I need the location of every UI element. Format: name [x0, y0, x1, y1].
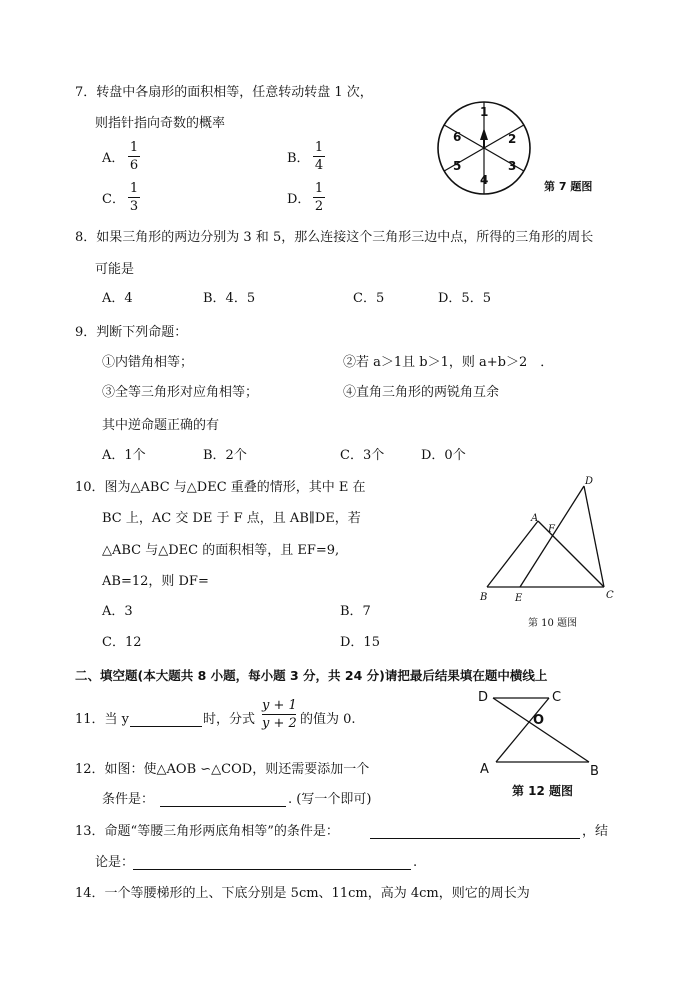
q9-proposition-4: ④直角三角形的两锐角互余	[343, 385, 500, 400]
q9-stem: 9．判断下列命题：	[75, 325, 188, 340]
q7-option-a-denominator: 6	[129, 158, 139, 173]
q12-answer-blank[interactable]	[160, 792, 286, 807]
q11-middle: 时，分式	[203, 712, 256, 727]
q9-option-c: C．3个	[340, 448, 385, 463]
q10-option-d: D．15	[340, 635, 380, 650]
q9-proposition-1: ①内错角相等；	[102, 355, 194, 370]
q7-option-d-label: D．	[287, 192, 311, 207]
q13-line1-suffix: ，结	[582, 824, 609, 839]
q10-figure-caption: 第 10 题图	[528, 618, 578, 629]
q10-option-b: B．7	[340, 604, 371, 619]
q10-option-c: C．12	[102, 635, 142, 650]
section-2-heading: 二、填空题(本大题共 8 小题，每小题 3 分，共 24 分)请把最后结果填在题中横线上	[75, 668, 548, 683]
q12-figure	[476, 690, 596, 780]
q11-suffix: 的值为 0.	[300, 712, 356, 727]
q9-question: 其中逆命题正确的有	[102, 418, 220, 433]
q10-option-a: A．3	[102, 604, 133, 619]
q12-point-c: C	[552, 690, 562, 705]
q10-stem-line2: BC 上，AC 交 DE 于 F 点，且 AB∥DE，若	[102, 511, 361, 526]
q12-line2-prefix: 条件是：	[102, 792, 155, 807]
q7-option-b-numerator: 1	[314, 140, 324, 155]
q7-option-c-fraction	[128, 181, 140, 214]
q8-option-c: C．5	[353, 291, 385, 306]
q12-stem-line1: 12．如图：使△AOB ∽△COD，则还需要添加一个	[75, 762, 370, 777]
q7-sector-5: 5	[453, 159, 462, 173]
q10-point-b: B	[480, 592, 488, 603]
q7-option-c-label: C．	[102, 192, 125, 207]
q7-option-d-numerator: 1	[314, 181, 324, 196]
q10-point-f: F	[548, 524, 555, 535]
q13-condition-blank[interactable]	[370, 824, 580, 839]
q7-sector-1: 1	[480, 105, 489, 119]
q11-prefix: 11．当 y	[75, 712, 130, 727]
q7-option-a-label: A．	[102, 151, 125, 166]
q12-line2-suffix: . (写一个即可)	[288, 792, 372, 807]
q11-fraction	[262, 698, 297, 731]
q7-sector-2: 2	[508, 132, 517, 146]
q7-option-d-fraction	[313, 181, 325, 214]
q10-point-c: C	[606, 590, 614, 601]
q13-conclusion-blank[interactable]	[133, 855, 411, 870]
fraction-bar	[313, 197, 325, 198]
q7-option-b-denominator: 4	[314, 158, 324, 173]
q12-point-d: D	[478, 690, 489, 705]
q7-option-b-fraction	[313, 140, 325, 173]
q9-option-d: D．0个	[421, 448, 466, 463]
q10-point-a: A	[531, 513, 539, 524]
q8-stem-line2: 可能是	[95, 262, 135, 277]
q7-stem-line2: 则指针指向奇数的概率	[95, 116, 226, 131]
q7-option-a-numerator: 1	[129, 140, 139, 155]
fraction-bar	[262, 714, 296, 715]
q7-option-b-label: B．	[287, 151, 310, 166]
q11-answer-blank[interactable]	[130, 712, 202, 727]
q8-option-b: B．4．5	[203, 291, 256, 306]
q10-stem-line3: △ABC 与△DEC 的面积相等，且 EF=9,	[102, 543, 340, 558]
q9-proposition-2: ②若 a＞1且 b＞1，则 a+b＞2 ．	[343, 355, 554, 370]
q7-option-c-denominator: 3	[129, 199, 139, 214]
q7-sector-6: 6	[453, 130, 462, 144]
q7-sector-4: 4	[480, 173, 489, 187]
q8-option-d: D．5．5	[438, 291, 491, 306]
q14-stem: 14．一个等腰梯形的上、下底分别是 5cm、11cm，高为 4cm，则它的周长为	[75, 886, 530, 901]
q7-option-d-denominator: 2	[314, 199, 324, 214]
q7-sector-3: 3	[508, 159, 517, 173]
q10-stem-line4: AB=12，则 DF=	[102, 574, 209, 589]
q13-line2-suffix: .	[413, 855, 418, 870]
q7-figure-caption: 第 7 题图	[544, 180, 593, 193]
q12-point-a: A	[480, 762, 489, 777]
q9-option-b: B．2个	[203, 448, 247, 463]
q9-proposition-3: ③全等三角形对应角相等；	[102, 385, 259, 400]
q10-point-d: D	[585, 476, 594, 487]
q13-line1-prefix: 13．命题“等腰三角形两底角相等”的条件是：	[75, 824, 339, 839]
q10-stem-line1: 10．图为△ABC 与△DEC 重叠的情形，其中 E 在	[75, 480, 366, 495]
q11-denominator: y + 2	[262, 716, 297, 731]
q11-numerator: y + 1	[262, 698, 297, 713]
fraction-bar	[313, 156, 325, 157]
q12-point-b: B	[590, 764, 599, 779]
q12-figure-caption: 第 12 题图	[512, 784, 574, 798]
q7-option-c-numerator: 1	[129, 181, 139, 196]
fraction-bar	[128, 197, 140, 198]
q8-stem-line1: 8．如果三角形的两边分别为 3 和 5，那么连接这个三角形三边中点，所得的三角形的周长	[75, 230, 594, 245]
q9-option-a: A．1个	[102, 448, 146, 463]
q7-stem-line1: 7．转盘中各扇形的面积相等，任意转动转盘 1 次，	[75, 85, 373, 100]
fraction-bar	[128, 156, 140, 157]
q13-line2-prefix: 论是：	[95, 855, 135, 870]
q8-option-a: A．4	[102, 291, 133, 306]
q12-point-o: O	[533, 713, 545, 728]
q7-option-a-fraction	[128, 140, 140, 173]
q10-triangle-figure	[470, 470, 620, 600]
q10-point-e: E	[515, 593, 523, 604]
